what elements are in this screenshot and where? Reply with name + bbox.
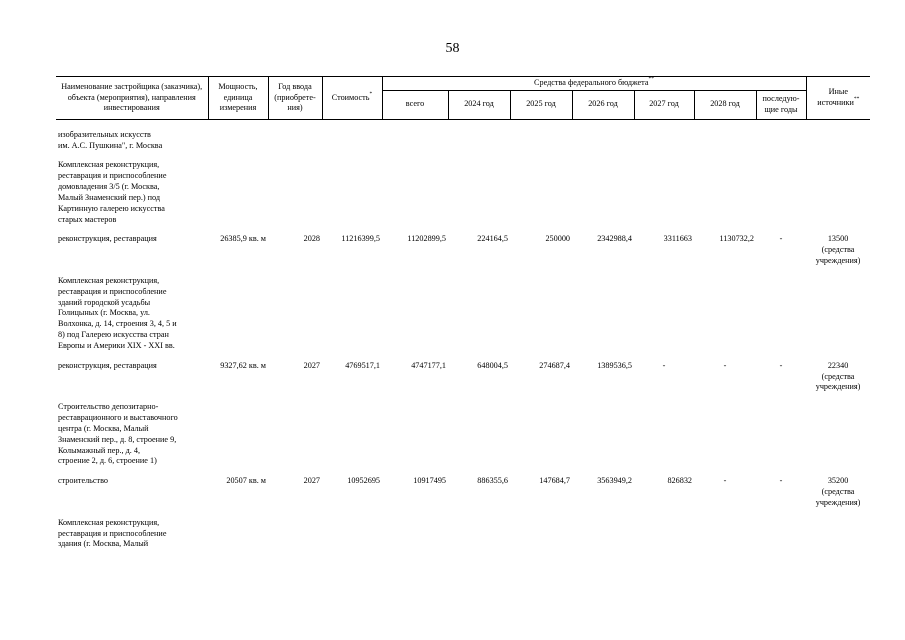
empty-cell	[510, 267, 572, 352]
empty-cell	[806, 509, 870, 550]
empty-cell	[806, 393, 870, 467]
cost-cell: 10952695	[347, 476, 380, 486]
value-2026-cell: 3563949,2	[597, 476, 632, 486]
value-2024-cell: 224164,5	[477, 234, 508, 244]
table-row	[56, 119, 870, 151]
empty-cell	[208, 119, 268, 151]
empty-cell	[694, 393, 756, 467]
value-2028-cell: -	[723, 476, 727, 486]
header-capacity: Мощность, единица измерения	[208, 77, 268, 120]
object-description: Строительство депозитарно- реставрационного и выставочного центра (г. Москва, Малый Знаменский пер., д. 8, строение 9, Колымажный пер., д. 4, строение 2, д. 6, строение 1)	[58, 402, 178, 466]
empty-cell	[322, 151, 382, 225]
header-2028: 2028 год	[694, 90, 756, 119]
later-years-cell: -	[779, 476, 783, 486]
empty-cell	[510, 119, 572, 151]
empty-cell	[634, 509, 694, 550]
cost-cell: 11216399,5	[341, 234, 380, 244]
value-2028-cell: 1130732,2	[719, 234, 754, 244]
empty-cell	[694, 151, 756, 225]
table-row	[56, 509, 870, 550]
value-2025-cell: 147684,7	[539, 476, 570, 486]
empty-cell	[510, 151, 572, 225]
empty-cell	[448, 151, 510, 225]
empty-cell	[382, 509, 448, 550]
empty-cell	[268, 151, 322, 225]
empty-cell	[510, 393, 572, 467]
empty-cell	[448, 509, 510, 550]
empty-cell	[634, 267, 694, 352]
name-cell: реконструкция, реставрация	[58, 360, 157, 370]
empty-cell	[268, 119, 322, 151]
header-total: всего	[382, 90, 448, 119]
empty-cell	[756, 509, 806, 550]
empty-cell	[694, 119, 756, 151]
empty-cell	[756, 119, 806, 151]
value-2025-cell: 250000	[545, 234, 570, 244]
empty-cell	[694, 267, 756, 352]
header-federal-budget: Средства федерального бюджета**	[382, 77, 806, 91]
header-2024: 2024 год	[448, 90, 510, 119]
header-name: Наименование застройщика (заказчика), объекта (мероприятия), направления инвестирования	[56, 77, 208, 120]
later-years-cell: -	[779, 234, 783, 244]
year-cell: 2027	[303, 360, 320, 370]
empty-cell	[322, 393, 382, 467]
empty-cell	[572, 509, 634, 550]
year-cell: 2027	[303, 476, 320, 486]
empty-cell	[322, 119, 382, 151]
cost-cell: 4769517,1	[345, 360, 380, 370]
object-description: изобразительных искусств им. А.С. Пушкина", г. Москва	[58, 129, 163, 150]
total-cell: 4747177,1	[411, 360, 446, 370]
value-2026-cell: 1389536,5	[597, 360, 632, 370]
empty-cell	[322, 267, 382, 352]
page-number: 58	[445, 41, 460, 56]
empty-cell	[448, 267, 510, 352]
year-cell: 2028	[303, 234, 320, 244]
header-2025: 2025 год	[510, 90, 572, 119]
empty-cell	[756, 151, 806, 225]
empty-cell	[756, 267, 806, 352]
empty-cell	[208, 151, 268, 225]
empty-cell	[448, 119, 510, 151]
empty-cell	[382, 151, 448, 225]
header-2027: 2027 год	[634, 90, 694, 119]
header-other-sources: Иные источники**	[806, 77, 870, 120]
other-sources-cell: 35200 (средства учреждения)	[815, 476, 861, 507]
capacity-cell: 20507 кв. м	[226, 476, 266, 486]
empty-cell	[634, 393, 694, 467]
empty-cell	[448, 393, 510, 467]
header-cost: Стоимость*	[322, 77, 382, 120]
empty-cell	[694, 509, 756, 550]
table-row	[56, 225, 870, 266]
value-2028-cell: -	[723, 360, 727, 370]
object-description: Комплексная реконструкция, реставрация и приспособление домовладения 3/5 (г. Москва, Малый Знаменский пер.) под Картинную галерею искусства старых мастеров	[58, 160, 167, 224]
capacity-cell: 26385,9 кв. м	[220, 234, 266, 244]
name-cell: реконструкция, реставрация	[58, 234, 157, 244]
empty-cell	[208, 393, 268, 467]
investment-table	[56, 76, 870, 550]
empty-cell	[322, 509, 382, 550]
value-2027-cell: -	[662, 360, 666, 370]
name-cell: строительство	[58, 476, 109, 486]
empty-cell	[806, 151, 870, 225]
total-cell: 10917495	[413, 476, 446, 486]
empty-cell	[510, 509, 572, 550]
empty-cell	[806, 119, 870, 151]
table-row	[56, 393, 870, 467]
value-2024-cell: 886355,6	[477, 476, 508, 486]
empty-cell	[208, 267, 268, 352]
empty-cell	[382, 393, 448, 467]
table-row	[56, 467, 870, 508]
empty-cell	[268, 393, 322, 467]
empty-cell	[268, 267, 322, 352]
value-2026-cell: 2342988,4	[597, 234, 632, 244]
later-years-cell: -	[779, 360, 783, 370]
empty-cell	[806, 267, 870, 352]
value-2027-cell: 3311663	[663, 234, 692, 244]
capacity-cell: 9327,62 кв. м	[220, 360, 266, 370]
header-year: Год ввода (приобрете-ния)	[268, 77, 322, 120]
table-body	[56, 119, 870, 550]
empty-cell	[756, 393, 806, 467]
value-2024-cell: 648004,5	[477, 360, 508, 370]
other-sources-cell: 22340 (средства учреждения)	[815, 360, 861, 392]
empty-cell	[572, 119, 634, 151]
value-2027-cell: 826832	[667, 476, 692, 486]
header-2026: 2026 год	[572, 90, 634, 119]
empty-cell	[634, 151, 694, 225]
table-row	[56, 352, 870, 393]
value-2025-cell: 274687,4	[539, 360, 570, 370]
table-row	[56, 151, 870, 225]
other-sources-cell: 13500 (средства учреждения)	[815, 234, 861, 266]
object-description: Комплексная реконструкция, реставрация и приспособление зданий городской усадьбы Голицыных (г. Москва, ул. Волхонка, д. 14, строения 3, 4, 5 и 8) под Галерею искусства стран Европы и Америки XIX - XXI вв.	[58, 275, 177, 350]
empty-cell	[208, 509, 268, 550]
object-description: Комплексная реконструкция, реставрация и приспособление здания (г. Москва, Малый	[58, 517, 167, 549]
empty-cell	[634, 119, 694, 151]
empty-cell	[268, 509, 322, 550]
empty-cell	[382, 267, 448, 352]
total-cell: 11202899,5	[407, 234, 446, 244]
empty-cell	[572, 393, 634, 467]
empty-cell	[572, 151, 634, 225]
empty-cell	[382, 119, 448, 151]
table-row	[56, 267, 870, 352]
header-later-years: последую-щие годы	[756, 90, 806, 119]
empty-cell	[572, 267, 634, 352]
